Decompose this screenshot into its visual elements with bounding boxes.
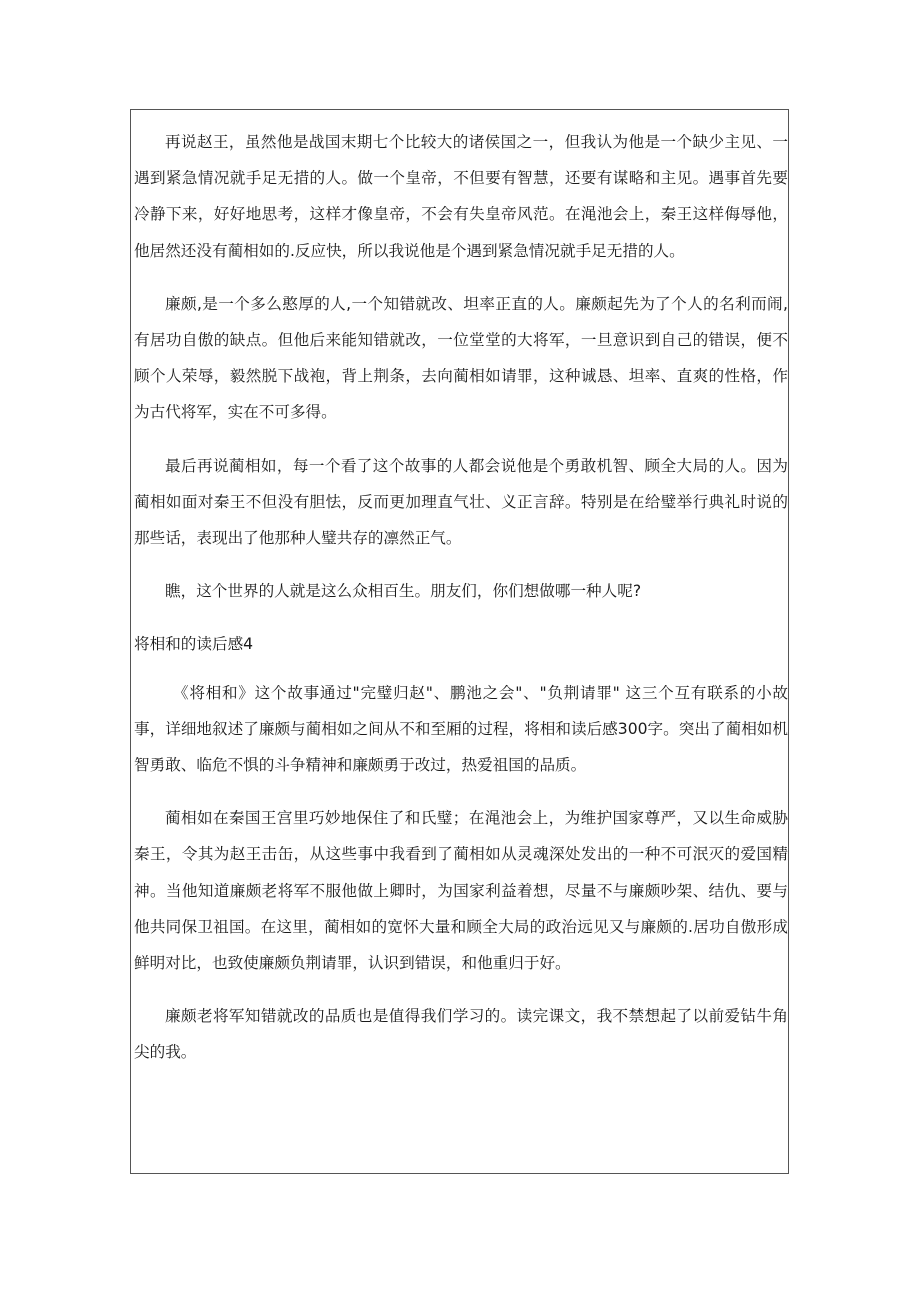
paragraph-conclusion: 瞧，这个世界的人就是这么众相百生。朋友们，你们想做哪一种人呢? xyxy=(165,582,642,601)
document-body xyxy=(134,124,788,1071)
paragraph-zhao-wang: 再说赵王，虽然他是战国末期七个比较大的诸侯国之一，但我认为他是一个缺少主见、一遇到紧急情况就手足无措的人。做一个皇帝，不但要有智慧，还要有谋略和主见。遇事首先要冷静下来，好好地思考，这样才像皇帝，不会有失皇帝风范。在渑池会上，秦王这样侮辱他，他居然还没有蔺相如的.反应快，所以我说他是个遇到紧急情况就手足无措的人。 xyxy=(134,133,788,260)
paragraph-reflection: 廉颇老将军知错就改的品质也是值得我们学习的。读完课文，我不禁想起了以前爱钻牛角尖的我。 xyxy=(134,1007,788,1062)
paragraph-lin-xiangru: 最后再说蔺相如，每一个看了这个故事的人都会说他是个勇敢机智、顾全大局的人。因为蔺相如面对秦王不但没有胆怯，反而更加理直气壮、义正言辞。特别是在给璧举行典礼时说的那些话，表现出了他那种人璧共存的凛然正气。 xyxy=(134,456,788,548)
paragraph-story-summary: 《将相和》这个故事通过"完璧归赵"、鹏池之会"、"负荆请罪" 这三个互有联系的小故事，详细地叙述了廉颇与蔺相如之间从不和至厢的过程，将相和读后感300字。突出了蔺相如机智勇敢、临危不惧的斗争精神和廉颇勇于改过，热爱祖国的品质。 xyxy=(134,683,788,775)
paragraph-lian-po: 廉颇,是一个多么憨厚的人,一个知错就改、坦率正直的人。廉颇起先为了个人的名利而闹,有居功自傲的缺点。但他后来能知错就改，一位堂堂的大将军，一旦意识到自己的错误，便不顾个人荣辱，毅然脱下战袍，背上荆条，去向蔺相如请罪，这种诚恳、坦率、直爽的性格，作为古代将军，实在不可多得。 xyxy=(134,294,788,422)
section-title: 将相和的读后感4 xyxy=(134,635,254,654)
paragraph-patriotism: 蔺相如在秦国王宫里巧妙地保住了和氏璧；在渑池会上，为维护国家尊严，又以生命威胁秦王，令其为赵王击缶，从这些事中我看到了蔺相如从灵魂深处发出的一种不可泯灭的爱国精神。当他知道廉颇老将军不服他做上卿时，为国家利益着想，尽量不与廉颇吵架、结仇、要与他共同保卫祖国。在这里，蔺相如的宽怀大量和顾全大局的政治远见又与廉颇的.居功自傲形成鲜明对比，也致使廉颇负荆请罪，认识到错误，和他重归于好。 xyxy=(134,809,788,973)
